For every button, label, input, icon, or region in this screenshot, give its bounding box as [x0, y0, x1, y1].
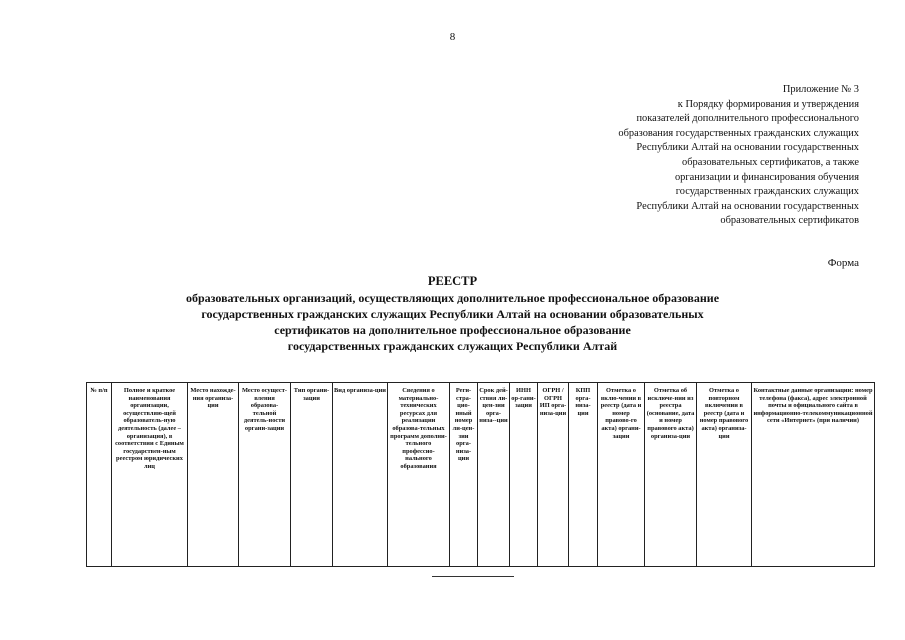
document-title [0, 273, 905, 354]
appendix-line: Республики Алтай на основании государственных [636, 142, 859, 154]
table-header-row [87, 383, 875, 567]
column-header: № п/п [87, 383, 112, 567]
appendix-line: показателей дополнительного профессионального [636, 113, 859, 125]
appendix-line: Республики Алтай на основании государственных [636, 200, 859, 212]
subtitle-line: образовательных организаций, осуществляющих дополнительное профессиональное образование [185, 291, 720, 305]
appendix-line: государственных гражданских служащих [675, 186, 859, 198]
subtitle-line: государственных гражданских служащих Республики Алтай на основании образовательных [201, 307, 704, 321]
column-header: Реги-стра-цио-нный номер ли-цен-зии орга-низа-ции [450, 383, 478, 567]
column-header: Место осущест-вления образова-тельной деятель-ности органи-зации [239, 383, 291, 567]
page-number: 8 [449, 31, 456, 43]
title-main: РЕЕСТР [427, 274, 478, 288]
column-header: Полное и краткое наименования организации, осуществляю-щей образователь-ную деятельность (далее – организация), в соответствии с Единым государствен-ным реестром юридических лиц [112, 383, 188, 567]
subtitle-line: сертификатов на дополнительное профессиональное образование [274, 323, 631, 337]
appendix-line: организации и финансирования обучения [674, 171, 859, 183]
appendix-line: образовательных сертификатов, а также [682, 156, 859, 168]
column-header: Контактные данные организации: номер телефона (факса), адрес электронной почты и официального сайта в информационно-телекоммуникационной сети «Интернет» (при наличии) [752, 383, 875, 567]
appendix-line: образования государственных гражданских служащих [618, 127, 859, 139]
column-header: Отметка о повторном включении в реестр (дата и номер правового акта) организа-ции [697, 383, 752, 567]
appendix-line: Приложение № 3 [782, 84, 859, 95]
column-header: ОГРН / ОГРН ИП орга-низа-ции [538, 383, 569, 567]
column-header: КПП орга-низа-ции [569, 383, 598, 567]
register-table [86, 382, 875, 567]
column-header: Срок дей-ствия ли-цен-зии орга-низа--ции [478, 383, 510, 567]
column-header: Вид организа-ции [333, 383, 388, 567]
appendix-line: образовательных сертификатов [720, 215, 859, 227]
column-header: Отметка об исключе-нии из реестра (основание, дата и номер правового акта) организа-ции [645, 383, 697, 567]
footnote-divider [432, 576, 514, 577]
form-label: Форма [827, 257, 859, 269]
column-header: Сведения о материально-технических ресурсах для реализации образова-тельных программ дополни-тельного профессио-нального образования [388, 383, 450, 567]
column-header: ИНН ор-гани-зации [510, 383, 538, 567]
column-header: Место нахожде-ния организа-ции [188, 383, 239, 567]
subtitle-line: государственных гражданских служащих Республики Алтай [287, 339, 618, 353]
column-header: Тип органи-зации [291, 383, 333, 567]
column-header: Отметка о вклю-чении в реестр (дата и номер правово-го акта) органи-зации [598, 383, 645, 567]
appendix-line: к Порядку формирования и утверждения [677, 98, 859, 110]
appendix-header [618, 83, 859, 229]
